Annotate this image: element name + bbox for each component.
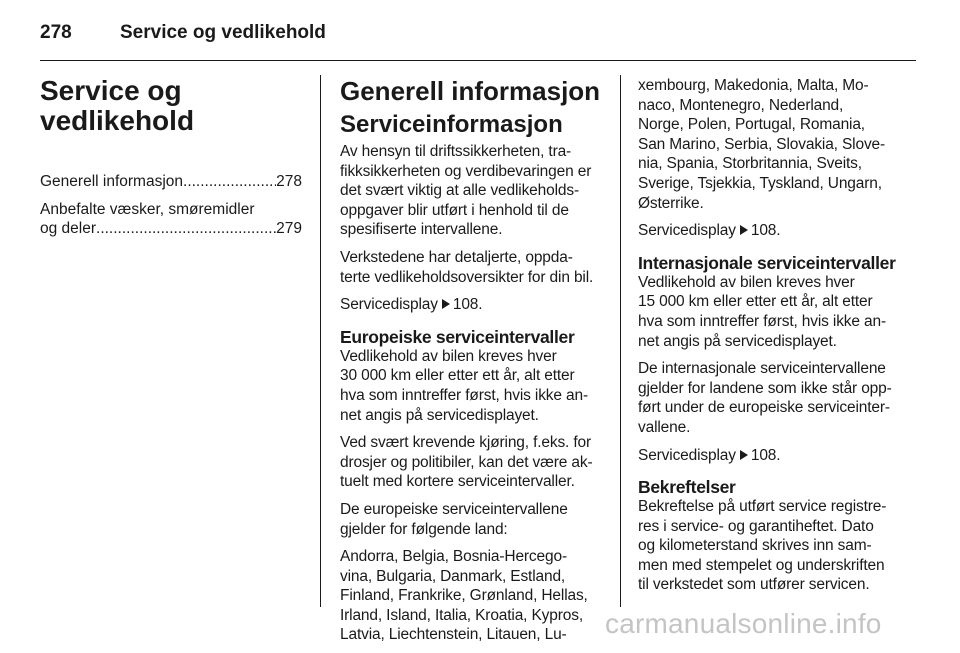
paragraph: Av hensyn til driftssikkerheten, tra- fikksikkerheten og verdibevaringen er det svært viktig at alle vedlikeholds- oppgaver blir utført i henhold til de spesifiserte intervallene. [340,143,592,239]
heading-international-intervals: Internasjonale serviceintervaller [638,252,896,273]
cross-reference[interactable]: Servicedisplay 108. [340,296,483,314]
column-divider-2 [620,75,621,607]
paragraph: Bekreftelse på utført service registre- res i service- og garantiheftet. Dato og kilometerstand skrives inn sam- men med stempelet og underskriften til verkstedet som utfører servicen. [638,498,887,594]
paragraph: Verkstedene har detaljerte, oppda- terte vedlikeholdsoversikter for din bil. [340,248,594,286]
page-reference-icon [442,299,450,309]
paragraph: Vedlikehold av bilen kreves hver 30 000 km eller etter ett år, alt etter hva som inntreffer først, hvis ikke an- net angis på servicedisplayet. [340,347,588,424]
toc-page: 279 [276,220,302,238]
heading-european-intervals: Europeiske serviceintervaller [340,326,575,347]
chapter-title: Service og vedlikehold [40,75,195,136]
paragraph: De europeiske serviceintervallene gjelder for følgende land: [340,500,568,538]
paragraph: De internasjonale serviceintervallene gjelder for landene som ikke står opp- ført under de europeiske serviceinter- vallene. [638,360,892,436]
page-number: 278 [40,22,72,43]
paragraph: Andorra, Belgia, Bosnia-Hercego- vina, Bulgaria, Danmark, Estland, Finland, Frankrike, Grønland, Hellas, Irland, Island, Italia, Kroatia, Kypros, Latvia, Liechtenstein, Litauen, Lu- [340,548,588,644]
cross-reference[interactable]: Servicedisplay 108. [638,222,781,240]
column-divider-1 [320,75,321,607]
toc-entry-anbefalte-vaesker[interactable]: Anbefalte væsker, smøremidler og deler ..... 279 [40,200,302,239]
column-1 [40,76,302,247]
subsection-title: Serviceinformasjon [340,111,563,138]
header-rule [40,60,916,61]
column-3 [638,76,904,603]
page-reference-icon [740,450,748,460]
toc-entry-generell-informasjon[interactable]: Generell informasjon ..... 278 [40,172,302,192]
heading-confirmations: Bekreftelser [638,477,736,498]
running-title: Service og vedlikehold [120,22,326,43]
paragraph: Vedlikehold av bilen kreves hver 15 000 km eller etter ett år, alt etter hva som inntreffer først, hvis ikke an- net angis på servicedisplayet. [638,273,886,350]
section-title: Generell informasjon [340,76,601,106]
paragraph: xembourg, Makedonia, Malta, Mo- naco, Montenegro, Nederland, Norge, Polen, Portugal, Romania, San Marino, Serbia, Slovakia, Slove- nia, Spania, Storbritannia, Sveits, Sverige, Tsjekkia, Tyskland, Ungarn, Østerrike. [638,77,886,212]
page-header [40,22,326,44]
toc-page: 278 [276,173,302,190]
column-2 [340,76,604,653]
cross-reference[interactable]: Servicedisplay 108. [638,446,781,464]
page-reference-icon [740,225,748,235]
paragraph: Ved svært krevende kjøring, f.eks. for drosjer og politibiler, kan det være ak- tuelt med kortere serviceintervaller. [340,434,593,491]
watermark: carmanualsonline.info [605,608,882,639]
